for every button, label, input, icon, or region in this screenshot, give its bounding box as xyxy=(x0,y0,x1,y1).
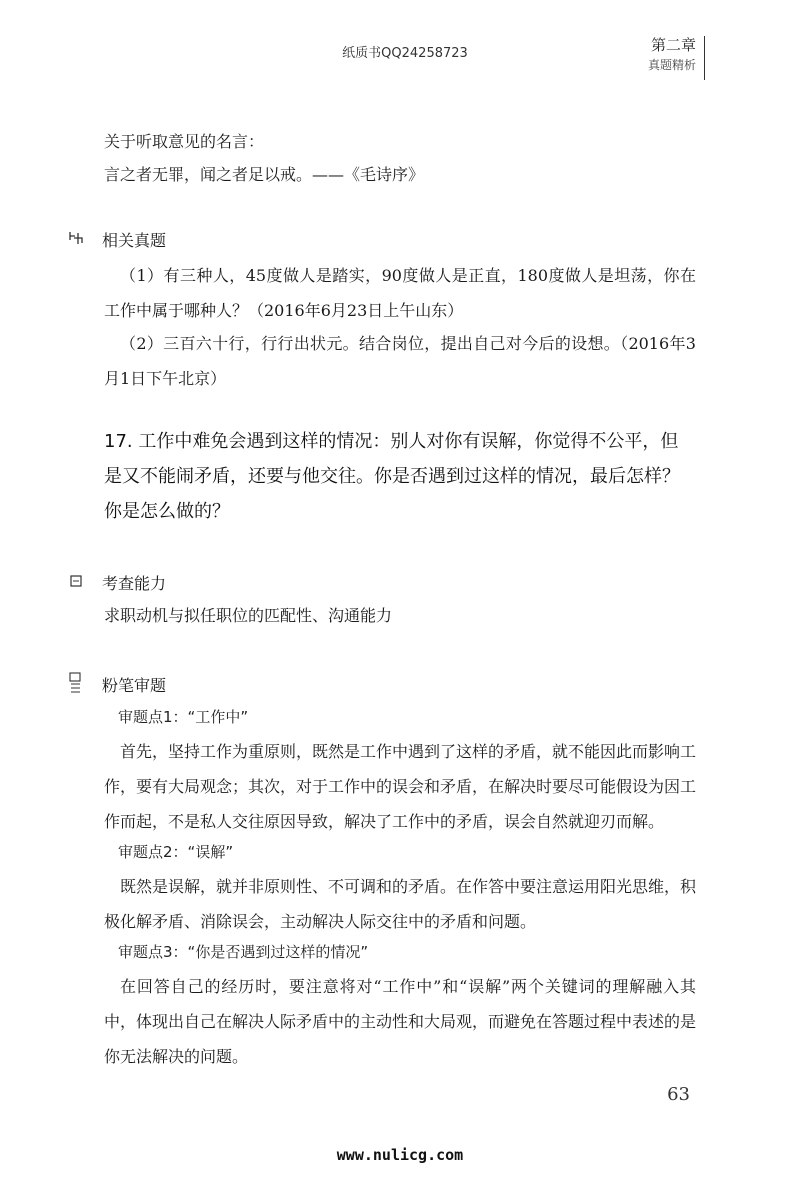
related-heading-label: 相关真题 xyxy=(102,231,167,250)
quote-title: 关于听取意见的名言： xyxy=(104,132,265,151)
document-icon xyxy=(66,230,86,249)
header-right xyxy=(648,34,696,74)
ability-heading-label: 考查能力 xyxy=(102,574,167,593)
analysis-point-text: 首先，坚持工作为重原则，既然是工作中遇到了这样的矛盾，就不能因此而影响工作，要有大局观念；其次，对于工作中的误会和矛盾，在解决时要尽可能假设为因工作而起，不是私人交往原因导致，解决了工作中的矛盾，误会自然就迎刃而解。 xyxy=(104,742,697,831)
quote-text: 言之者无罪，闻之者足以戒。——《毛诗序》 xyxy=(104,165,425,184)
question-text: 17. 工作中难免会遇到这样的情况：别人对你有误解，你觉得不公平，但是又不能闹矛盾，还要与他交往。你是否遇到过这样的情况，最后怎样？你是怎么做的？ xyxy=(104,431,680,522)
analysis-point-text: 既然是误解，就并非原则性、不可调和的矛盾。在作答中要注意运用阳光思维，积极化解矛盾、消除误会，主动解决人际交往中的矛盾和问题。 xyxy=(104,877,697,931)
chapter-title: 第二章 xyxy=(650,36,696,54)
page-number: 63 xyxy=(667,1084,690,1105)
analysis-point-label: 审题点1：“工作中” xyxy=(118,708,249,726)
analysis-point-label: 审题点2：“误解” xyxy=(118,843,234,861)
related-item: （2）三百六十行，行行出状元。结合岗位，提出自己对今后的设想。（2016年3月1日下午北京） xyxy=(104,334,696,388)
related-section-heading xyxy=(66,228,166,251)
target-icon xyxy=(66,574,86,591)
footer-url[interactable]: www.nulicg.com xyxy=(336,1146,464,1164)
related-item: （1）有三种人，45度做人是踏实，90度做人是正直，180度做人是坦荡，你在工作中属于哪种人？（2016年6月23日上午山东） xyxy=(104,266,696,320)
pen-icon xyxy=(66,672,86,697)
ability-text: 求职动机与拟任职位的匹配性、沟通能力 xyxy=(104,606,393,625)
header-center-text: 纸质书QQ24258723 xyxy=(342,46,468,61)
analysis-point-text: 在回答自己的经历时，要注意将对“工作中”和“误解”两个关键词的理解融入其中，体现出自己在解决人际矛盾中的主动性和大局观，而避免在答题过程中表述的是你无法解决的问题。 xyxy=(104,977,697,1066)
analysis-point-label: 审题点3：“你是否遇到过这样的情况” xyxy=(118,943,369,961)
analysis-section-heading xyxy=(66,672,166,697)
header-divider xyxy=(704,36,705,80)
ability-section-heading xyxy=(66,571,166,594)
chapter-subtitle: 真题精析 xyxy=(647,58,696,72)
analysis-heading-label: 粉笔审题 xyxy=(102,676,167,695)
